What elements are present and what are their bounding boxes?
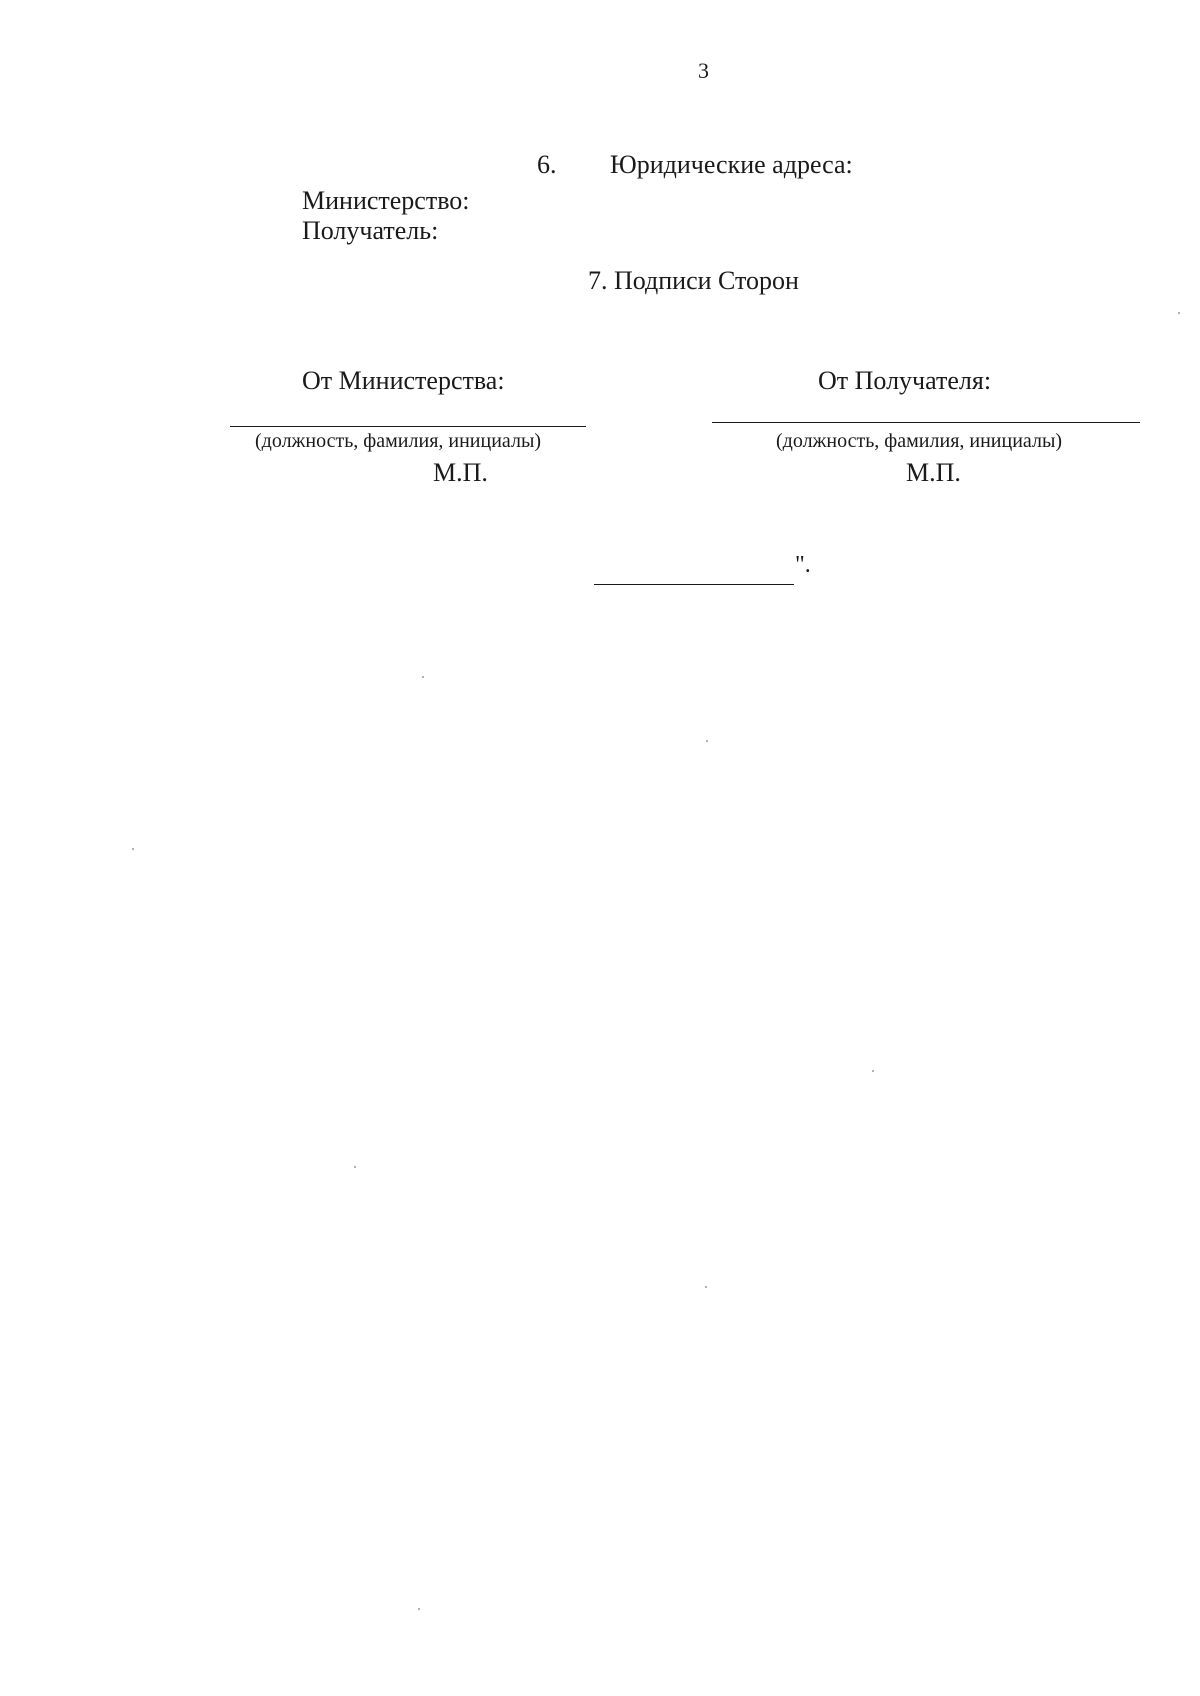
ministry-signature-line bbox=[230, 426, 586, 427]
ministry-address-label: Министерство: bbox=[302, 186, 470, 215]
scan-speck bbox=[705, 1286, 707, 1288]
recipient-signature-caption: (должность, фамилия, инициалы) bbox=[776, 430, 1063, 452]
ministry-stamp-label: М.П. bbox=[433, 458, 488, 487]
scan-speck bbox=[872, 1070, 874, 1072]
recipient-stamp-label: М.П. bbox=[906, 458, 961, 487]
ministry-signature-heading: От Министерства: bbox=[302, 366, 505, 395]
section-6-number: 6. bbox=[537, 150, 557, 179]
scan-speck bbox=[132, 848, 134, 850]
recipient-signature-line bbox=[712, 422, 1140, 423]
scan-speck bbox=[354, 1166, 356, 1168]
scan-speck bbox=[422, 676, 424, 678]
ministry-signature-caption: (должность, фамилия, инициалы) bbox=[255, 430, 542, 452]
section-6-title: Юридические адреса: bbox=[610, 150, 853, 179]
page-number: 3 bbox=[698, 58, 709, 83]
closing-quote: ". bbox=[795, 552, 811, 578]
recipient-signature-heading: От Получателя: bbox=[818, 366, 992, 395]
scan-speck bbox=[706, 740, 708, 742]
date-blank-line bbox=[594, 584, 794, 585]
scan-speck bbox=[418, 1608, 420, 1610]
section-7-heading: 7. Подписи Сторон bbox=[588, 266, 799, 295]
scan-speck bbox=[1178, 312, 1180, 314]
recipient-address-label: Получатель: bbox=[302, 216, 439, 245]
